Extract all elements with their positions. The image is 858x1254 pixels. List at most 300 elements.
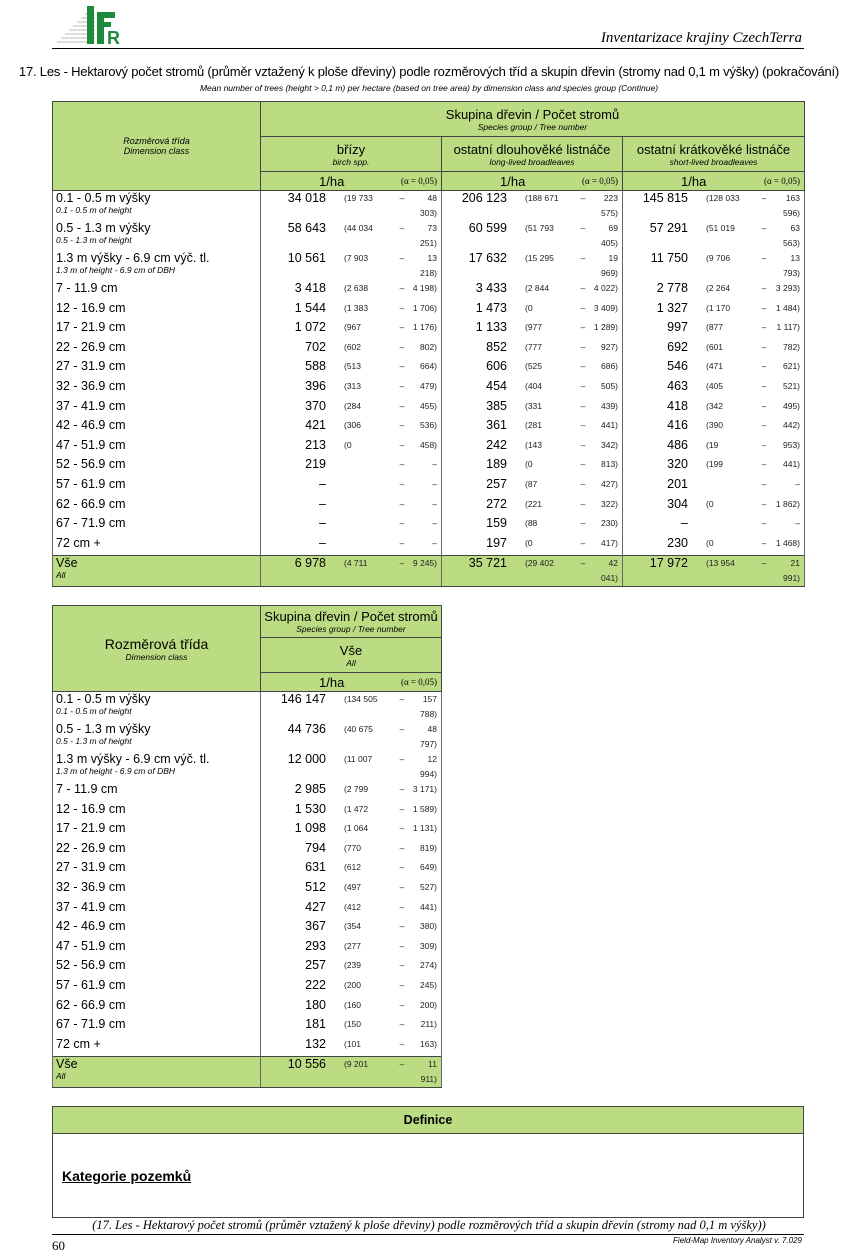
confidence-interval bbox=[507, 457, 622, 472]
tree-count-value: 206 123 bbox=[461, 191, 507, 205]
confidence-interval bbox=[326, 438, 441, 453]
value-cell bbox=[261, 782, 442, 802]
confidence-interval bbox=[326, 841, 441, 856]
value-cell bbox=[261, 978, 442, 998]
ci-upper: 1 468) bbox=[775, 537, 800, 548]
confidence-interval bbox=[688, 221, 804, 251]
confidence-interval bbox=[326, 556, 441, 571]
ci-upper: 536) bbox=[419, 420, 437, 431]
confidence-interval bbox=[688, 301, 804, 316]
ci-upper: 1 289) bbox=[593, 322, 618, 333]
confidence-interval bbox=[507, 191, 622, 221]
table-row bbox=[53, 251, 805, 281]
ci-lower: (0 bbox=[525, 537, 533, 548]
tree-count-value: 385 bbox=[486, 398, 507, 413]
ci-lower: (277 bbox=[344, 940, 362, 951]
ci-dash: – bbox=[399, 901, 405, 912]
ci-upper: 211) bbox=[420, 1019, 437, 1030]
value-cell bbox=[261, 919, 442, 939]
table-row bbox=[53, 191, 805, 222]
ci-dash: – bbox=[761, 302, 767, 313]
confidence-interval bbox=[688, 536, 804, 551]
ci-upper: 1 117) bbox=[776, 322, 800, 333]
dimension-class-label: 22 - 26.9 cm bbox=[56, 840, 126, 855]
dimension-class-label: 1.3 m výšky - 6.9 cm výč. tl. bbox=[56, 251, 210, 265]
ci-dash: – bbox=[399, 1019, 405, 1030]
dimension-class-label: 22 - 26.9 cm bbox=[56, 339, 126, 354]
confidence-interval bbox=[326, 516, 441, 531]
value-cell bbox=[623, 418, 805, 438]
dimension-class-cell bbox=[53, 1017, 261, 1037]
ci-dash: – bbox=[761, 380, 767, 391]
dimension-class-cell bbox=[53, 536, 261, 556]
ci-dash: – bbox=[580, 498, 586, 509]
confidence-interval bbox=[688, 477, 804, 492]
dimension-class-label-en: 0.1 - 0.5 m of height bbox=[56, 205, 132, 215]
ci-dash: – bbox=[399, 921, 405, 932]
ci-dash: – bbox=[761, 361, 767, 372]
ci-lower: (354 bbox=[344, 921, 362, 932]
value-cell bbox=[261, 320, 442, 340]
species-group-header-cz: Skupina dřevin / Počet stromů bbox=[445, 106, 620, 122]
ci-lower: (601 bbox=[706, 341, 724, 352]
confidence-interval bbox=[326, 340, 441, 355]
table-row bbox=[53, 722, 442, 752]
ci-lower: (19 733 bbox=[344, 193, 373, 203]
value-cell bbox=[442, 340, 623, 360]
tree-count-value: – bbox=[319, 516, 326, 531]
dimension-class-label: 42 - 46.9 cm bbox=[56, 919, 126, 934]
table-row bbox=[53, 958, 442, 978]
ci-upper: 439) bbox=[600, 400, 618, 411]
dimension-class-cell bbox=[53, 802, 261, 822]
tree-count-value: 794 bbox=[305, 840, 326, 855]
value-cell bbox=[261, 556, 442, 587]
tree-count-value: 44 736 bbox=[287, 722, 326, 736]
ci-lower: (221 bbox=[525, 498, 543, 509]
tree-count-value: 219 bbox=[305, 457, 326, 472]
tree-count-value: 361 bbox=[486, 418, 507, 433]
confidence-interval bbox=[688, 438, 804, 453]
ci-lower: (404 bbox=[525, 380, 543, 391]
ci-lower: (1 472 bbox=[344, 803, 369, 814]
confidence-interval bbox=[326, 497, 441, 512]
ci-dash: – bbox=[399, 253, 405, 263]
value-cell bbox=[261, 418, 442, 438]
value-cell bbox=[261, 340, 442, 360]
value-cell bbox=[623, 379, 805, 399]
ci-upper: 664) bbox=[419, 361, 437, 372]
dimension-class-label: 72 cm + bbox=[56, 535, 101, 550]
ci-upper: 245) bbox=[419, 979, 437, 990]
ci-upper: 527) bbox=[419, 881, 437, 892]
species-group-header-en: Species group / Tree number bbox=[477, 121, 588, 132]
dimension-class-label-en: 0.1 - 0.5 m of height bbox=[56, 706, 132, 716]
confidence-interval bbox=[688, 251, 804, 281]
dimension-class-cell bbox=[53, 556, 261, 587]
dimension-class-cell bbox=[53, 978, 261, 998]
table-row bbox=[53, 1017, 442, 1037]
ci-lower: (87 bbox=[525, 478, 538, 489]
dimension-class-label: 32 - 36.9 cm bbox=[56, 879, 126, 894]
confidence-interval bbox=[688, 556, 804, 586]
dimension-class-cell bbox=[53, 841, 261, 861]
confidence-interval bbox=[688, 340, 804, 355]
confidence-interval bbox=[507, 251, 622, 281]
ci-lower: (160 bbox=[344, 999, 362, 1010]
dimension-class-cell bbox=[53, 438, 261, 458]
ci-dash: – bbox=[399, 823, 405, 834]
ci-dash: – bbox=[761, 558, 767, 569]
ci-lower: (2 264 bbox=[706, 283, 731, 293]
tree-count-value: 3 418 bbox=[294, 281, 326, 295]
ci-upper: – bbox=[432, 518, 437, 529]
ci-lower bbox=[688, 516, 756, 531]
value-cell bbox=[261, 359, 442, 379]
ci-lower: (777 bbox=[525, 341, 543, 352]
value-cell bbox=[261, 752, 442, 782]
tree-count-value: 12 000 bbox=[287, 752, 326, 766]
ci-dash: – bbox=[399, 498, 405, 509]
dimension-class-label-en: 0.5 - 1.3 m of height bbox=[56, 235, 132, 245]
ci-lower: (342 bbox=[706, 400, 724, 411]
column-header-en: birch spp. bbox=[332, 156, 370, 167]
ci-upper: 322) bbox=[600, 498, 618, 509]
ci-lower: (4 711 bbox=[344, 558, 368, 569]
dimension-class-cell bbox=[53, 251, 261, 281]
column-header-cz: ostatní dlouhověké listnáče bbox=[453, 141, 611, 157]
value-cell bbox=[261, 516, 442, 536]
ci-lower bbox=[326, 477, 394, 492]
ci-upper: 521) bbox=[782, 380, 800, 391]
ci-upper: 4 022) bbox=[593, 283, 618, 293]
tree-count-value: 1 327 bbox=[656, 300, 688, 315]
confidence-interval bbox=[326, 251, 441, 281]
ci-dash: – bbox=[399, 537, 405, 548]
definition-land-category[interactable]: Kategorie pozemků bbox=[62, 1168, 192, 1184]
value-cell bbox=[623, 281, 805, 301]
dimension-class-label-en: 1.3 m of height - 6.9 cm of DBH bbox=[56, 265, 176, 275]
ci-lower: (188 671 bbox=[525, 193, 559, 203]
confidence-interval bbox=[507, 418, 622, 433]
dimension-class-cell bbox=[53, 782, 261, 802]
value-cell bbox=[442, 457, 623, 477]
confidence-interval bbox=[326, 1057, 441, 1087]
unit-header bbox=[261, 673, 442, 692]
ci-lower: (513 bbox=[344, 361, 362, 372]
tree-count-value: 1 544 bbox=[294, 300, 326, 315]
dimension-class-cell bbox=[53, 418, 261, 438]
confidence-interval bbox=[507, 301, 622, 316]
value-cell bbox=[442, 536, 623, 556]
value-cell bbox=[442, 320, 623, 340]
dimension-class-label: Vše bbox=[56, 556, 78, 571]
table-row bbox=[53, 1037, 442, 1057]
dimension-class-label: 52 - 56.9 cm bbox=[56, 958, 126, 973]
dimension-class-label: 17 - 21.9 cm bbox=[56, 320, 126, 335]
value-cell bbox=[261, 221, 442, 251]
header-title: Inventarizace krajiny CzechTerra bbox=[600, 30, 802, 46]
ci-dash: – bbox=[580, 361, 586, 372]
dimension-class-cell bbox=[53, 457, 261, 477]
ci-upper: 458) bbox=[419, 439, 437, 450]
tree-count-value: 1 098 bbox=[294, 821, 326, 836]
ci-dash: – bbox=[761, 193, 767, 203]
ci-upper: 48 303) bbox=[419, 193, 437, 218]
ci-upper: 342) bbox=[600, 439, 618, 450]
value-cell bbox=[261, 1057, 442, 1088]
ci-lower: (11 007 bbox=[344, 754, 373, 764]
ci-upper: 417) bbox=[600, 537, 618, 548]
tree-count-value: – bbox=[319, 496, 326, 511]
ci-dash: – bbox=[399, 803, 405, 814]
dimension-class-label: 47 - 51.9 cm bbox=[56, 938, 126, 953]
confidence-interval bbox=[326, 281, 441, 296]
confidence-interval bbox=[326, 802, 441, 817]
tree-count-value: 57 291 bbox=[649, 221, 688, 235]
confidence-interval bbox=[507, 320, 622, 335]
ci-dash: – bbox=[580, 380, 586, 391]
ci-upper: 21 991) bbox=[782, 558, 800, 584]
tree-count-value: 997 bbox=[667, 320, 688, 335]
confidence-interval bbox=[326, 860, 441, 875]
unit-label: 1/ha bbox=[319, 674, 345, 690]
ci-dash: – bbox=[399, 754, 405, 764]
confidence-interval bbox=[326, 457, 441, 472]
confidence-interval bbox=[507, 399, 622, 414]
value-cell bbox=[261, 477, 442, 497]
ci-upper: – bbox=[432, 459, 437, 470]
value-cell bbox=[442, 497, 623, 517]
tree-count-value: 6 978 bbox=[294, 556, 326, 571]
confidence-interval bbox=[326, 900, 441, 915]
table-row bbox=[53, 221, 805, 251]
confidence-interval bbox=[326, 221, 441, 251]
tree-count-value: 546 bbox=[667, 359, 688, 374]
page-number: 60 bbox=[52, 1238, 65, 1253]
value-cell bbox=[623, 536, 805, 556]
ci-lower: (143 bbox=[525, 439, 543, 450]
tree-count-value: 512 bbox=[305, 879, 326, 894]
confidence-interval bbox=[326, 191, 441, 221]
value-cell bbox=[442, 556, 623, 587]
ci-lower: (0 bbox=[525, 459, 533, 470]
ci-lower: (2 638 bbox=[344, 283, 369, 293]
value-cell bbox=[261, 860, 442, 880]
tree-count-value: 370 bbox=[305, 398, 326, 413]
confidence-interval bbox=[688, 379, 804, 394]
ci-lower: (306 bbox=[344, 420, 362, 431]
confidence-interval bbox=[507, 340, 622, 355]
confidence-interval bbox=[688, 399, 804, 414]
tree-count-value: 213 bbox=[305, 437, 326, 452]
ci-dash: – bbox=[399, 459, 405, 470]
ci-lower: (313 bbox=[344, 380, 362, 391]
dimension-class-label: 67 - 71.9 cm bbox=[56, 516, 126, 531]
tree-count-value: 11 750 bbox=[650, 251, 688, 265]
confidence-interval bbox=[326, 978, 441, 993]
column-header-long-lived bbox=[442, 137, 623, 172]
table-row bbox=[53, 900, 442, 920]
confidence-interval bbox=[326, 359, 441, 374]
confidence-interval bbox=[688, 359, 804, 374]
dimension-class-label: 62 - 66.9 cm bbox=[56, 997, 126, 1012]
ci-lower: (877 bbox=[706, 322, 724, 333]
column-header-birch bbox=[261, 137, 442, 172]
dimension-class-cell bbox=[53, 1057, 261, 1088]
value-cell bbox=[623, 438, 805, 458]
confidence-interval bbox=[507, 281, 622, 296]
ci-dash: – bbox=[399, 341, 405, 352]
ci-lower: (284 bbox=[344, 400, 362, 411]
tree-count-value: 3 433 bbox=[475, 281, 507, 295]
unit-label: 1/ha bbox=[500, 173, 526, 189]
value-cell bbox=[442, 438, 623, 458]
ci-lower: (9 706 bbox=[706, 253, 731, 263]
confidence-interval bbox=[507, 477, 622, 492]
species-group-table bbox=[52, 101, 805, 587]
ci-upper: 455) bbox=[419, 400, 437, 411]
total-row bbox=[53, 556, 805, 587]
ci-upper: 1 862) bbox=[775, 498, 800, 509]
table-row bbox=[53, 978, 442, 998]
species-group-header bbox=[261, 606, 442, 638]
ci-lower bbox=[326, 516, 394, 531]
ci-upper: 223 575) bbox=[600, 193, 618, 218]
tree-count-value: 146 147 bbox=[280, 692, 326, 706]
column-header-en: short-lived broadleaves bbox=[669, 156, 758, 167]
tree-count-value: 1 133 bbox=[475, 320, 507, 335]
ci-lower: (281 bbox=[525, 420, 543, 431]
ci-upper: 11 911) bbox=[420, 1059, 437, 1085]
dimension-class-cell bbox=[53, 821, 261, 841]
table-row bbox=[53, 802, 442, 822]
ci-dash: – bbox=[580, 322, 586, 333]
ci-upper: 505) bbox=[600, 380, 618, 391]
tree-count-value: 463 bbox=[667, 378, 688, 393]
dimension-class-label: 37 - 41.9 cm bbox=[56, 899, 126, 914]
ci-upper: 1 484) bbox=[775, 302, 800, 313]
ci-dash: – bbox=[761, 478, 767, 489]
ci-dash: – bbox=[580, 558, 586, 569]
dimension-class-label: 7 - 11.9 cm bbox=[56, 281, 118, 295]
column-header-cz: Vše bbox=[339, 642, 363, 658]
ci-upper: – bbox=[795, 478, 800, 489]
ci-upper: 441) bbox=[419, 901, 437, 912]
table-row bbox=[53, 782, 442, 802]
total-row bbox=[53, 1057, 442, 1088]
ci-dash: – bbox=[399, 1038, 405, 1049]
ci-lower: (0 bbox=[706, 498, 714, 509]
ci-lower bbox=[688, 477, 756, 492]
tree-count-value: 58 643 bbox=[287, 221, 326, 235]
dimension-class-cell bbox=[53, 320, 261, 340]
ci-upper: 9 245) bbox=[412, 558, 437, 569]
value-cell bbox=[623, 516, 805, 536]
value-cell bbox=[623, 251, 805, 281]
ci-upper: 495) bbox=[782, 400, 800, 411]
dimension-class-label: 7 - 11.9 cm bbox=[56, 782, 118, 796]
table-row bbox=[53, 399, 805, 419]
ci-upper: 69 405) bbox=[600, 223, 618, 248]
ci-lower: (9 201 bbox=[344, 1059, 369, 1070]
tree-count-value: 242 bbox=[486, 437, 507, 452]
ci-lower: (977 bbox=[525, 322, 543, 333]
ci-dash: – bbox=[580, 537, 586, 548]
value-cell bbox=[442, 281, 623, 301]
ci-lower: (51 793 bbox=[525, 223, 554, 233]
confidence-interval bbox=[507, 556, 622, 586]
ci-upper: 1 176) bbox=[412, 322, 437, 333]
table-row bbox=[53, 457, 805, 477]
tree-count-value: 222 bbox=[305, 977, 326, 992]
tree-count-value: 272 bbox=[486, 496, 507, 511]
confidence-interval bbox=[326, 939, 441, 954]
dimension-class-cell bbox=[53, 477, 261, 497]
ci-lower: (13 954 bbox=[706, 558, 735, 569]
ci-lower: (412 bbox=[344, 901, 362, 912]
dimension-class-cell bbox=[53, 692, 261, 723]
ci-lower bbox=[326, 457, 394, 472]
confidence-interval bbox=[688, 516, 804, 531]
tree-count-value: 60 599 bbox=[468, 221, 507, 235]
unit-label: 1/ha bbox=[681, 173, 707, 189]
dimension-class-label: 0.1 - 0.5 m výšky bbox=[56, 191, 151, 205]
ci-lower: (7 903 bbox=[344, 253, 369, 263]
value-cell bbox=[442, 359, 623, 379]
footer-divider bbox=[52, 1234, 804, 1235]
value-cell bbox=[261, 821, 442, 841]
dimension-class-label-en: 1.3 m of height - 6.9 cm of DBH bbox=[56, 766, 176, 776]
ci-lower: (40 675 bbox=[344, 724, 373, 734]
ci-dash: – bbox=[761, 420, 767, 431]
alpha-label: (α = 0,05) bbox=[581, 176, 618, 186]
ci-dash: – bbox=[399, 724, 405, 734]
species-group-header-en: Species group / Tree number bbox=[296, 624, 406, 634]
dimension-class-cell bbox=[53, 1037, 261, 1057]
confidence-interval bbox=[326, 1017, 441, 1032]
table-row bbox=[53, 998, 442, 1018]
dimension-class-cell bbox=[53, 221, 261, 251]
value-cell bbox=[623, 477, 805, 497]
table-row bbox=[53, 359, 805, 379]
dimension-class-cell bbox=[53, 301, 261, 321]
tree-count-value: 692 bbox=[667, 339, 688, 354]
ci-lower: (15 295 bbox=[525, 253, 554, 263]
ci-dash: – bbox=[580, 478, 586, 489]
dimension-class-label: 0.5 - 1.3 m výšky bbox=[56, 722, 151, 736]
value-cell bbox=[442, 301, 623, 321]
value-cell bbox=[261, 281, 442, 301]
value-cell bbox=[623, 301, 805, 321]
dimension-class-label: 37 - 41.9 cm bbox=[56, 398, 126, 413]
dimension-class-cell bbox=[53, 191, 261, 222]
ci-lower: (390 bbox=[706, 420, 724, 431]
dimension-class-label: Vše bbox=[56, 1057, 78, 1072]
definitions-heading: Definice bbox=[53, 1107, 803, 1134]
table-row bbox=[53, 438, 805, 458]
value-cell bbox=[261, 457, 442, 477]
value-cell bbox=[261, 722, 442, 752]
ci-dash: – bbox=[580, 253, 586, 263]
dimension-class-cell bbox=[53, 919, 261, 939]
ci-dash: – bbox=[761, 400, 767, 411]
ci-lower: (2 799 bbox=[344, 784, 369, 794]
ci-upper: 48 797) bbox=[419, 724, 437, 749]
ci-upper: 686) bbox=[600, 361, 618, 372]
table-row bbox=[53, 379, 805, 399]
tree-count-value: 852 bbox=[486, 339, 507, 354]
